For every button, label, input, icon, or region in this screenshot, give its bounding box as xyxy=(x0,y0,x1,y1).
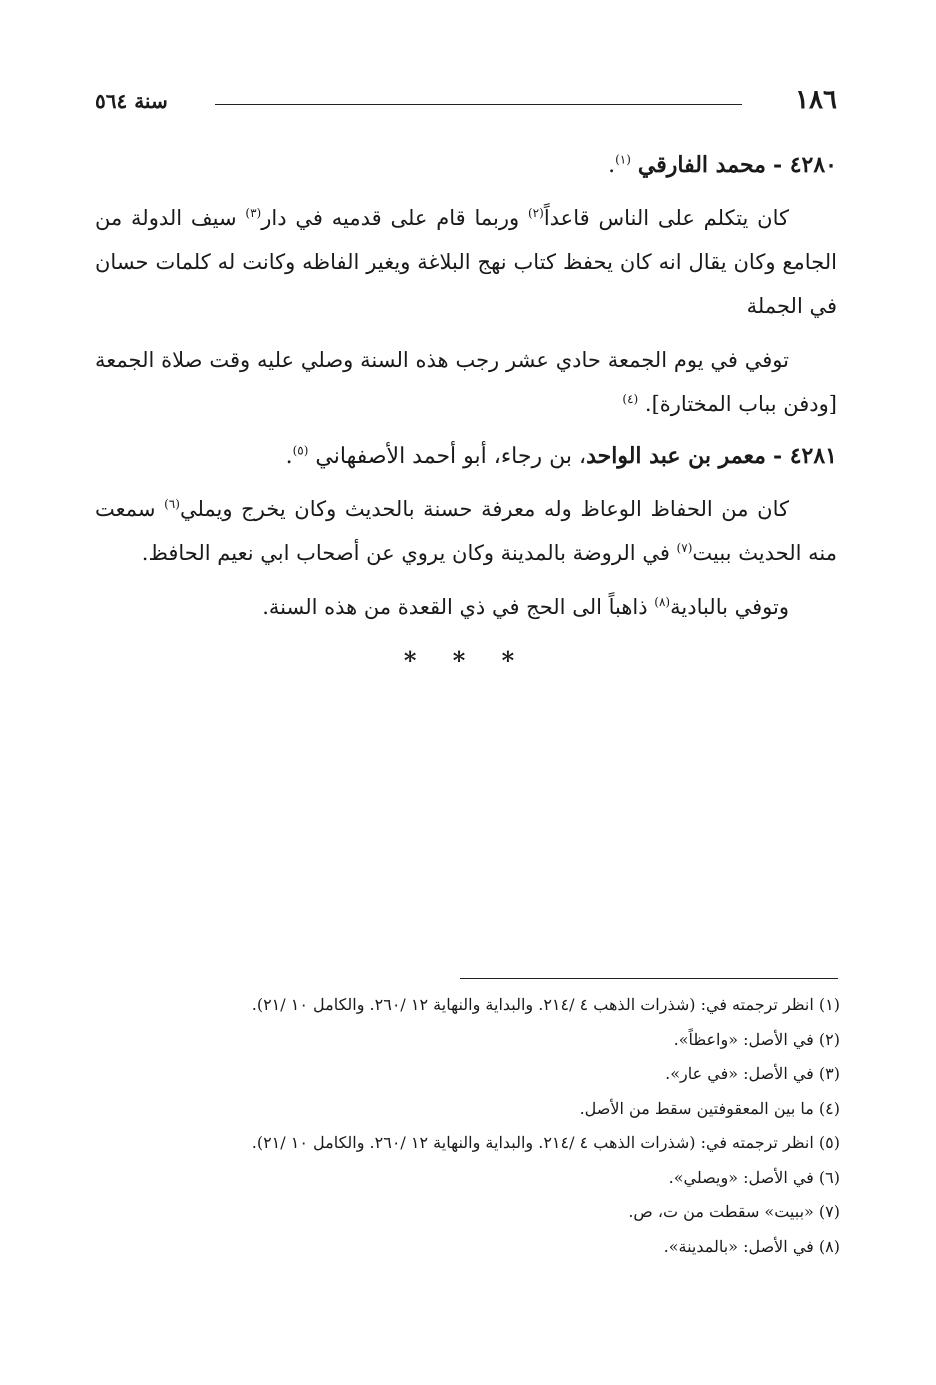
footnote-item: (٦) في الأصل: «ويصلي». xyxy=(668,1167,840,1187)
biography-entry xyxy=(95,436,837,629)
entry-title xyxy=(95,436,837,477)
entry-number: ٤٢٨٠ - xyxy=(772,152,837,178)
paragraph-text: وربما قام على قدميه في دار xyxy=(261,206,528,230)
footnote-item: (٧) «ببيت» سقطت من ت، ص. xyxy=(628,1202,840,1221)
entry-title-end: . xyxy=(285,444,293,469)
header-rule xyxy=(215,104,742,105)
footnote-marker[interactable]: (٥) xyxy=(292,443,309,458)
entry-paragraph xyxy=(95,585,837,629)
section-separator: * * * xyxy=(403,646,529,675)
footnote-marker[interactable]: (٢) xyxy=(527,206,544,220)
entry-name-rest: ، بن رجاء، أبو أحمد الأصفهاني xyxy=(315,444,587,469)
paragraph-text: ذاهباً الى الحج في ذي القعدة من هذه السنة. xyxy=(262,595,655,619)
paragraph-text: سمعت منه الحديث ببيت xyxy=(95,497,837,565)
footnote-marker[interactable]: (٣) xyxy=(245,206,262,220)
footnote-marker[interactable]: (٧) xyxy=(676,541,693,555)
footnote-item: (٤) ما بين المعقوفتين سقط من الأصل. xyxy=(579,1098,840,1118)
entry-name: محمد الفارقي xyxy=(637,152,766,178)
entry-paragraph xyxy=(95,338,837,426)
entry-paragraph xyxy=(95,487,837,575)
main-text xyxy=(95,145,837,681)
footnote-item: (٥) انظر ترجمته في: (شذرات الذهب ٤ /٢١٤. والبداية والنهاية ١٢ /٢٦٠. والكامل ١٠ /٢١). xyxy=(251,1133,840,1152)
footnote-marker[interactable]: (٤) xyxy=(622,392,639,406)
page-header xyxy=(95,85,837,115)
footnote-marker[interactable]: (٦) xyxy=(164,497,180,511)
footnotes-list xyxy=(95,988,840,1264)
paragraph-text: سيف الدولة من الجامع وكان يقال انه كان يحفظ كتاب نهج البلاغة ويغير الفاظه وكانت له كلمات حسان في الجملة xyxy=(95,206,837,318)
footnote-marker[interactable]: (٨) xyxy=(654,595,671,609)
footnote-item: (١) انظر ترجمته في: (شذرات الذهب ٤ /٢١٤. والبداية والنهاية ١٢ /٢٦٠. والكامل ١٠ /٢١). xyxy=(251,995,840,1014)
footnote-item: (٣) في الأصل: «في عار». xyxy=(665,1064,840,1083)
footnote-item: (٢) في الأصل: «واعظاً». xyxy=(673,1029,840,1049)
entry-title-end: . xyxy=(608,153,616,178)
running-head-year: سنة ٥٦٤ xyxy=(95,89,168,113)
footnote-item: (٨) في الأصل: «بالمدينة». xyxy=(663,1236,840,1256)
footnote-marker[interactable]: (١) xyxy=(615,152,631,167)
entry-name: معمر بن عبد الواحد xyxy=(586,443,766,469)
page-number: ١٨٦ xyxy=(795,85,837,115)
paragraph-text: وتوفي بالبادية xyxy=(670,595,789,619)
entry-number: ٤٢٨١ - xyxy=(772,443,837,469)
paragraph-text: كان يتكلم على الناس قاعداً xyxy=(543,206,790,230)
entry-title xyxy=(95,145,837,186)
paragraph-text: في الروضة بالمدينة وكان يروي عن أصحاب ابي نعيم الحافظ. xyxy=(141,541,677,565)
paragraph-text: كان من الحفاظ الوعاظ وله معرفة حسنة بالحديث وكان يخرج ويملي xyxy=(179,497,789,521)
footnote-rule xyxy=(460,978,838,979)
entry-paragraph xyxy=(95,196,837,328)
paragraph-text: توفي في يوم الجمعة حادي عشر رجب هذه السنة وصلي عليه وقت صلاة الجمعة [ودفن بباب المختارة]. xyxy=(95,348,837,416)
biography-entry xyxy=(95,145,837,426)
